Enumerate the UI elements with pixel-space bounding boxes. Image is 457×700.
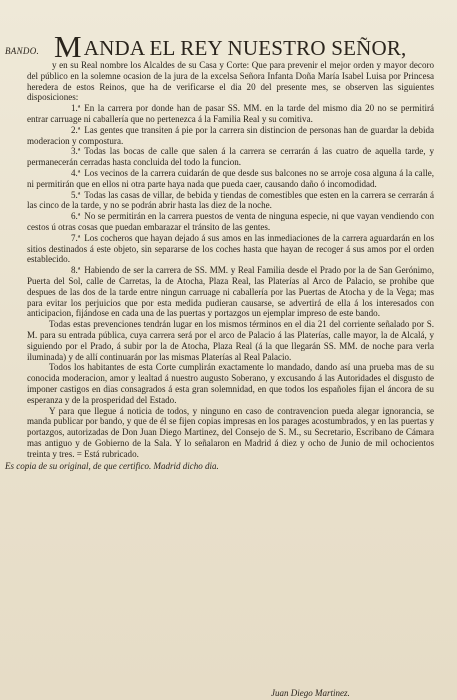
side-label: BANDO. (5, 46, 40, 56)
paragraph-habitantes: Todos los habitantes de esta Corte cumplirán exactamente lo mandado, dando así una prueba mas de su conocida moderacion, amor y lealtad á nuestro augusto Soberano, y excusando á las Autoridades el disgusto de imponer castigos en dias consagrados á esta gran solemnidad, en que todos los españoles fijan el áncora de su esperanza y de la prosperidad del Estado. (27, 362, 434, 405)
provision-text: Las gentes que transiten á pie por la carrera sin distincion de personas han de guardar la debida moderacion y compostura. (27, 124, 434, 146)
title-rest: ANDA EL REY NUESTRO SEÑOR, (83, 36, 407, 60)
provision-number: 5.ª (71, 189, 81, 200)
paragraph-publicacion: Y para que llegue á noticia de todos, y ninguno en caso de contravencion pueda alegar ignorancia, se manda publicar por bando, y que de él se fijen copias impresas en los parages acostumbrados, y en las puertas y portazgos, autorizadas de Don Juan Diego Martinez, del Consejo de S. M., su Secretario, Escribano de Cámara mas antiguo y de Gobierno de la Sala. Y lo señalaron en Madrid á diez y ocho de Junio de mil ochocientos treinta y tres. = Está rubricado. (27, 405, 434, 459)
provision-text: En la carrera por donde han de pasar SS. MM. en la tarde del mismo dia 20 no se permitirá entrar carruage ni caballería que no pertenezca á la Familia Real y su comitiva. (27, 103, 434, 124)
paragraph-prevenciones: Todas estas prevenciones tendrán lugar en los mismos términos en el dia 21 del corriente señalado por S. M. para su entrada pública, cuya carrera será por el arco de Palacio á las Platerías, calle mayor, la de Alcalá, y siguiendo por el Prado, á subir por la de Atocha, Plaza Real (á la que llegarán SS. MM. de noche para verla iluminada) y de allí continuarán por las mismas Platerías al Real Palacio. (27, 319, 434, 362)
provision-number: 1.ª (71, 103, 81, 114)
provision-8 (27, 265, 434, 319)
provision-text: Todas las bocas de calle que salen á la carrera se cerrarán á las cuatro de aquella tarde, y permanecerán cerradas hasta concluida del todo la funcion. (27, 146, 434, 168)
provision-2 (27, 125, 434, 147)
provision-7 (27, 233, 434, 265)
provision-number: 3.ª (71, 146, 81, 157)
provision-6 (27, 211, 434, 233)
heading-row (5, 29, 434, 64)
provision-text: No se permitirán en la carrera puestos de venta de ninguna especie, ni que vayan vendiendo con cestos ú otras cosas que puedan embarazar el tránsito de las gentes. (27, 211, 434, 232)
provision-text: Habiendo de ser la carrera de SS. MM. y Real Familia desde el Prado por la de San Gerónimo, Puerta del Sol, calle de Carretas, la de Atocha, Plaza Real, las Platerías al Arco de Palacio, se prohibe que despues de las dos de la tarde entre ningun carruage ni caballería por las Puertas de Atocha y de la Vega; mas para evitar los perjuicios que por esta medida pudieran causarse, se advertirá de ella á los interesados con anticipacion, fijándose en cada una de las puertas y portazgos un ejemplar impreso de este bando. (27, 265, 434, 319)
provision-number: 4.ª (71, 167, 81, 178)
provision-text: Todas las casas de villar, de bebida y tiendas de comestibles que esten en la carrera se cerrarán á las cinco de la tarde, y no se podrán abrir hasta las diez de la noche. (27, 189, 434, 211)
provision-5 (27, 190, 434, 212)
signature-name: Juan Diego Martinez. (271, 688, 350, 698)
provision-number: 8.ª (71, 265, 81, 276)
provision-1 (27, 103, 434, 125)
provision-text: Los cocheros que hayan dejado á sus amos en las inmediaciones de la carrera aguardarán en los sitios destinados á este objeto, sin separarse de los coches hasta que hayan de recoger á sus amos por el orden establecido. (27, 232, 434, 265)
provision-number: 2.ª (71, 124, 81, 135)
document-title (54, 29, 432, 64)
provision-number: 6.ª (71, 211, 81, 222)
certification-line: Es copia de su original, de que certifico. Madrid dicho dia. (5, 461, 219, 472)
provision-number: 7.ª (71, 232, 81, 243)
title-initial: M (54, 29, 82, 64)
provision-4 (27, 168, 434, 190)
provision-text: Los vecinos de la carrera cuidarán de que desde sus balcones no se arroje cosa alguna á la calle, ni permitirán que en ellos ni otra parte haya nada que pueda caer, causando daño ó incomodidad. (27, 167, 434, 189)
intro-paragraph: y en su Real nombre los Alcaldes de su Casa y Corte: Que para prevenir el mejor orden y mayor decoro del público en la solemne ocasion de la jura de la excelsa Señora Infanta Doña María Isabel Luisa por Princesa heredera de estos Reinos, que ha de verificarse el dia 20 del presente mes, se observen las siguientes disposiciones: (27, 60, 434, 103)
provision-3 (27, 146, 434, 168)
